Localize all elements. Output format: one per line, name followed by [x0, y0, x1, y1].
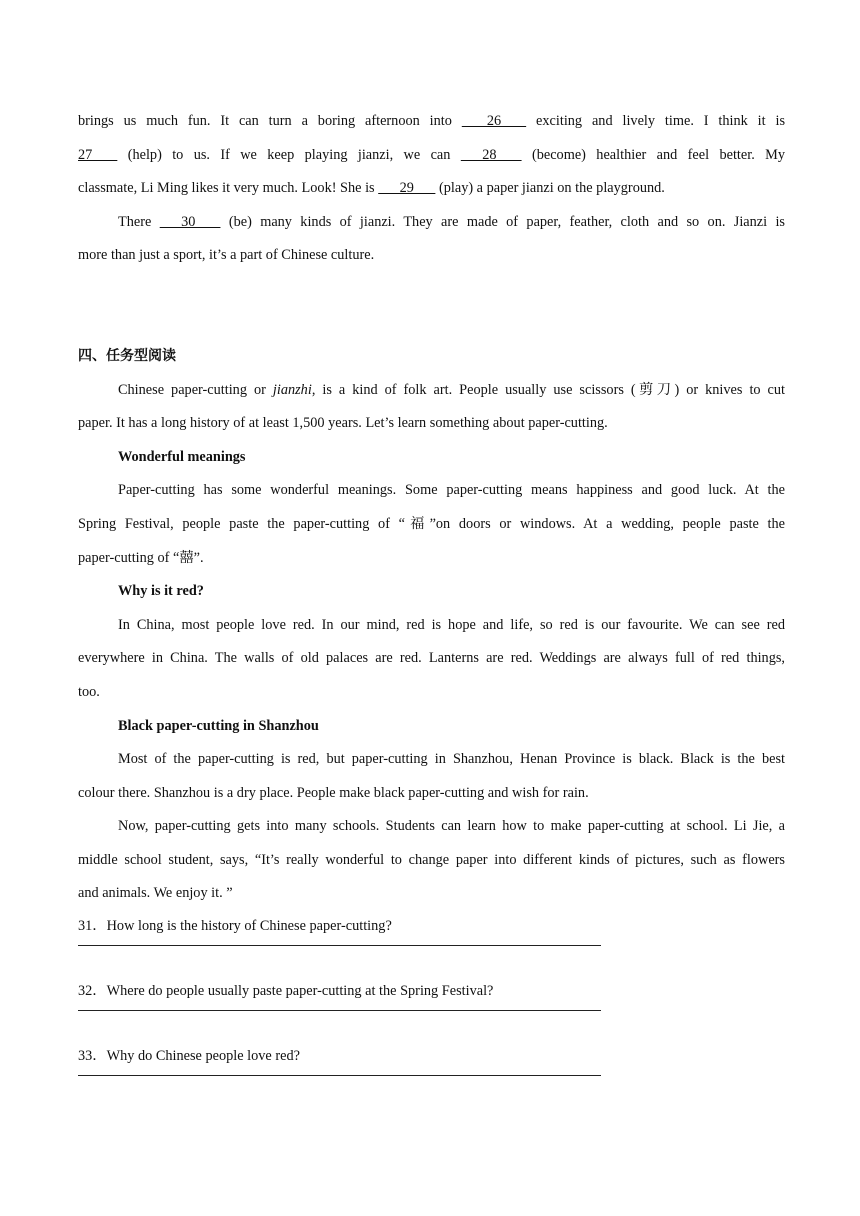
blank-27[interactable]: 27 [78, 146, 118, 163]
blank-30[interactable]: 30 [159, 213, 221, 230]
text: (help) to us. If we keep playing jianzi, we can [127, 146, 451, 163]
blank-26[interactable]: 26 [461, 113, 527, 129]
section-title: 四、任务型阅读 [78, 347, 176, 364]
paragraph-line: more than just a sport, it’s a part of Chinese culture. [78, 247, 375, 264]
italic-term: jianzhi [272, 381, 312, 398]
paragraph-line: paper. It has a long history of at least 1,500 years. Let’s learn something about paper-cutting. [78, 415, 608, 432]
paragraph-line: everywhere in China. The walls of old palaces are red. Lanterns are red. Weddings are always full of red things, [78, 650, 785, 667]
spacer [78, 273, 785, 340]
text: exciting and lively time. I think it is [536, 113, 786, 129]
document-page [78, 105, 785, 1106]
paragraph-line: In China, most people love red. In our mind, red is hope and life, so red is our favourite. We can see red [118, 616, 785, 633]
paragraph-line [78, 374, 785, 408]
chinese-text: 剪刀 [635, 381, 675, 398]
paragraph-line [78, 172, 785, 206]
chinese-text: 囍 [179, 549, 194, 566]
paragraph-line: too. [78, 683, 100, 700]
paragraph-line [78, 542, 785, 576]
text: Spring Festival, people paste the paper-cutting of “ [78, 515, 406, 532]
text: (be) many kinds of jianzi. They are made of paper, feather, cloth and so on. Jianzi is [228, 213, 785, 230]
paragraph-line [78, 508, 785, 542]
paragraph-line: middle school student, says, “It’s really wonderful to change paper into different kinds of pictures, such as flowers [78, 851, 785, 868]
paragraph-line: and animals. We enjoy it. ” [78, 885, 233, 902]
text: ”. [193, 549, 204, 566]
question-31: 31．How long is the history of Chinese paper-cutting? [78, 918, 392, 935]
text: (play) a paper jianzi on the playground. [438, 180, 665, 197]
text: (become) healthier and feel better. My [531, 146, 786, 163]
paragraph-line [78, 105, 785, 139]
paragraph-line: Paper-cutting has some wonderful meanings. Some paper-cutting means happiness and good luck. At the [118, 482, 785, 499]
blank-28[interactable]: 28 [460, 146, 522, 163]
chinese-text: 福 [405, 515, 430, 532]
paragraph-line [78, 206, 785, 240]
text: ) or knives to cut [674, 381, 786, 398]
text: paper-cutting of “ [78, 549, 180, 566]
text: ”on doors or windows. At a wedding, people paste the [429, 515, 785, 532]
question-32: 32．Where do people usually paste paper-cutting at the Spring Festival? [78, 983, 494, 1000]
answer-line-32[interactable] [78, 1009, 601, 1011]
subheading: Why is it red? [118, 583, 204, 600]
text: , is a kind of folk art. People usually use scissors ( [311, 381, 636, 398]
text: classmate, Li Ming likes it very much. Look! She is [78, 180, 375, 197]
paragraph-line: Most of the paper-cutting is red, but paper-cutting in Shanzhou, Henan Province is black. Black is the best [118, 751, 785, 768]
text: There [118, 213, 152, 230]
paragraph-line: colour there. Shanzhou is a dry place. People make black paper-cutting and wish for rain. [78, 784, 589, 801]
text: Chinese paper-cutting or [118, 381, 273, 398]
subheading: Wonderful meanings [118, 448, 246, 465]
text: brings us much fun. It can turn a boring afternoon into [78, 113, 452, 129]
answer-line-33[interactable] [78, 1074, 601, 1076]
answer-line-31[interactable] [78, 944, 601, 946]
paragraph-line: Now, paper-cutting gets into many schools. Students can learn how to make paper-cutting at school. Li Jie, a [118, 818, 785, 835]
subheading: Black paper-cutting in Shanzhou [118, 717, 319, 734]
blank-29[interactable]: 29 [378, 180, 436, 197]
paragraph-line [78, 139, 785, 173]
question-33: 33．Why do Chinese people love red? [78, 1048, 300, 1065]
